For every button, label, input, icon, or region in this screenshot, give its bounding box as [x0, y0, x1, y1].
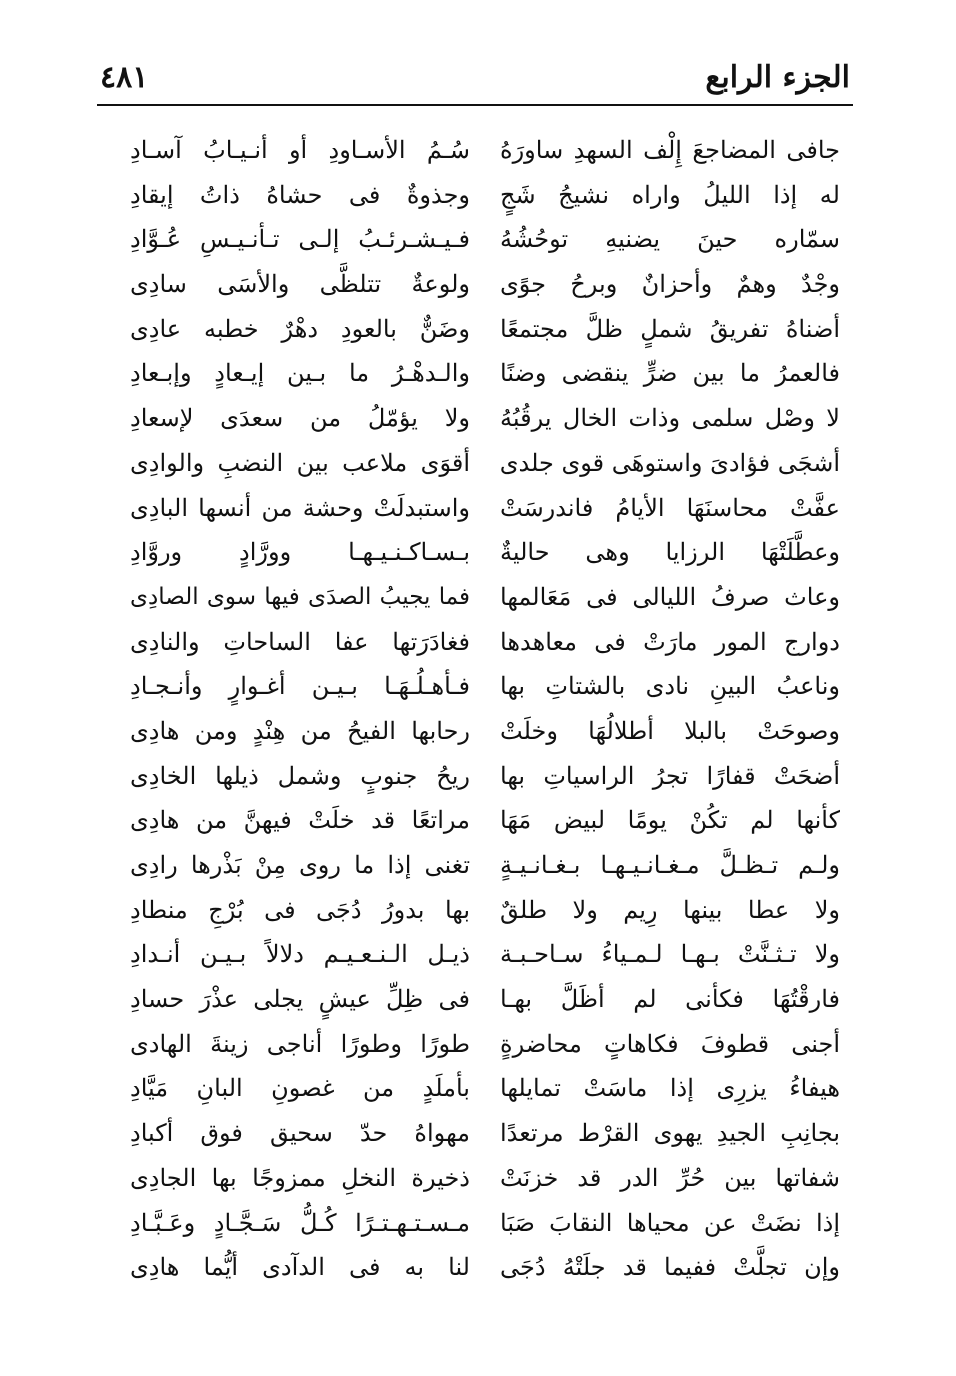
verse-line: بجانِبِ الجيدِ يهوى القرْط مرتعدًا	[500, 1119, 840, 1148]
verse-line: عفَّتْ محاسنَهَا الأيامُ فاندرسَتْ	[500, 493, 840, 522]
verse-line: تغنى إذا ما روى مِنْ بَذْرها رادِى	[130, 851, 470, 879]
verse-line: وصوحَتْ بالبلا أطلالُهَا وخلَتْ	[500, 716, 840, 745]
verse-line: طورًا وطورًا أناجى زينةَ الهادى	[130, 1029, 470, 1058]
verse-line: ولا تـثـنَّتْ بـهـا لـمـياءُ سـاحـبـة	[500, 940, 840, 969]
verse-line: ذيـل الـنـعـيـم دلالاً بـيـن أنـدادِ	[130, 940, 470, 969]
verse-line: رحابها الفيحُ من هِنْدٍ ومن هادِى	[130, 716, 470, 745]
verse-line: ولا عطا بينها رِيم ولا طلقٌ	[500, 895, 840, 924]
verse-line: وجْدٌ وهمٌ وأحزانٌ وبرحُ جوًى	[500, 270, 840, 299]
verse-line: لا وصْل سلمى وذات الخال يرقُبُهُ	[500, 404, 840, 433]
verse-line: لنا به فى الدآدى أيُّما هادِى	[130, 1253, 470, 1282]
verse-line: أشجَى فؤادىَ واستوهَى قوى جلدى	[500, 448, 840, 477]
verse-line: له إذا الليلُ واراه نشيجُ شَجٍ	[500, 180, 840, 209]
page-number: ٤٨١	[100, 60, 149, 95]
verse-line: واستبدلَتْ وحشة من أنسها البادِى	[130, 493, 470, 522]
verse-line: فارقْتُهَا فكأنى لم أظَلَّ بهـا	[500, 985, 840, 1014]
verse-line: فغادَرَتها عفا الساحاتِ والنادِى	[130, 627, 470, 656]
verse-line: مهواهُ حدّ سحيق فوق أكبادِ	[130, 1119, 470, 1148]
verse-line: فما يجيبُ الصدَى فيها سوى الصادِى	[130, 583, 470, 610]
page-header	[100, 54, 850, 104]
verse-line: هيفاءُ يزرِى إذا ماسَتْ تمايلها	[500, 1074, 840, 1103]
verse-line: بها بدورُ دُجَى فى بُرْجِ منطادِ	[130, 895, 470, 924]
verse-line: ذخيرة النخلِ ممزوجًا بها الجادِى	[130, 1163, 470, 1192]
verse-line: ولوعةٌ تتلظَّى والأسَى سادِى	[130, 270, 470, 299]
verse-line: ريحُ جنوبٍ وشمل ذيلها الخادِى	[130, 761, 470, 790]
verse-line: كأنها لم تكُنْ يومًا لبيض مَهَا	[500, 806, 840, 835]
verse-line: وعطَّلَتْهَا الرزايا وهى حاليةٌ	[500, 538, 840, 567]
verse-line: مـسـتـهـتـرًا كُـلُّ سَـجَّـادٍ وعَـبَّـادِ	[130, 1208, 470, 1237]
verse-line: فـيـشـرئـبُ إلـى تـأنـيـسِ عُـوَّادِ	[130, 225, 470, 254]
running-header-title: الجزء الرابع	[705, 60, 850, 95]
verse-line: سُـمُ الأسـاودِ أو أنـيـابُ آسـادِ	[130, 136, 470, 164]
verse-line: جافى المضاجعَ إِلْف السهدِ ساورَهُ	[500, 136, 840, 164]
verse-line: شفاتها بين حُرِّ الدر قد خزنَتْ	[500, 1163, 840, 1192]
verse-line: أضحَتْ قفارًا تجرُ الراسياتِ بها	[500, 761, 840, 790]
verse-line: ولا يؤمّلُ من سعدَى لإسعادِ	[130, 404, 470, 433]
verse-line: وناعبُ البينِ نادى بالشتاتِ بها	[500, 672, 840, 701]
header-rule	[97, 104, 853, 106]
verse-line: أقوَى ملاعب بين النضبِ والوادِى	[130, 448, 470, 477]
verse-line: فالعمرُ ما بين ضرٍّ ينقضى وضنًا	[500, 359, 840, 388]
poem-column-left	[130, 128, 470, 1290]
verse-line: بأملَدٍ من غصونِ البانِ مَيَّادِ	[130, 1074, 470, 1103]
verse-line: إذا نضَتْ عن محياها النقابَ صَبَا	[500, 1208, 840, 1237]
verse-line: أجنى قطوفَ فكاهاتٍ محاضرةٍ	[500, 1029, 840, 1058]
verse-line: فى ظِلِّ عيشٍ يجلى عذْرَ حسادِ	[130, 985, 470, 1014]
verse-line: سمّاره حينَ يضنيهِ توحُشُهُ	[500, 225, 840, 254]
verse-line: دوارج المور مارَتْ فى معاهدها	[500, 627, 840, 656]
verse-line: وجذوةٌ فى حشاهُ ذاتُ إيقادِ	[130, 180, 470, 209]
verse-line: بـسـاكـنـيـهـا وورَّادٍ وروَّادِ	[130, 538, 470, 567]
verse-line: وضَنٌّ بالعودِ دهْرٌ خطبه عادِى	[130, 314, 470, 343]
verse-line: مراتعًا قد خلَتْ فيهنَّ من هادِى	[130, 806, 470, 835]
verse-line: وإن تجلَّتْ ففيما قد جلَتْهُ دُجَى	[500, 1253, 840, 1282]
poem-column-right	[500, 128, 840, 1290]
verse-line: أضناهُ تفريقُ شملٍ ظلَّ مجتمعًا	[500, 314, 840, 343]
verse-line: وعاث صرفُ الليالى فى مَعَالمها	[500, 582, 840, 611]
verse-line: فـأهـلُـهَـا بـيـن أغـوارٍ وأنـجـادِ	[130, 672, 470, 701]
verse-line: والـدهْـرُ ما بـين إيـعادٍ وإبـعادِ	[130, 359, 470, 388]
verse-line: ولـم تـظـلَّ مـغـانـيـهـا بـغـانـيـةٍ	[500, 851, 840, 879]
